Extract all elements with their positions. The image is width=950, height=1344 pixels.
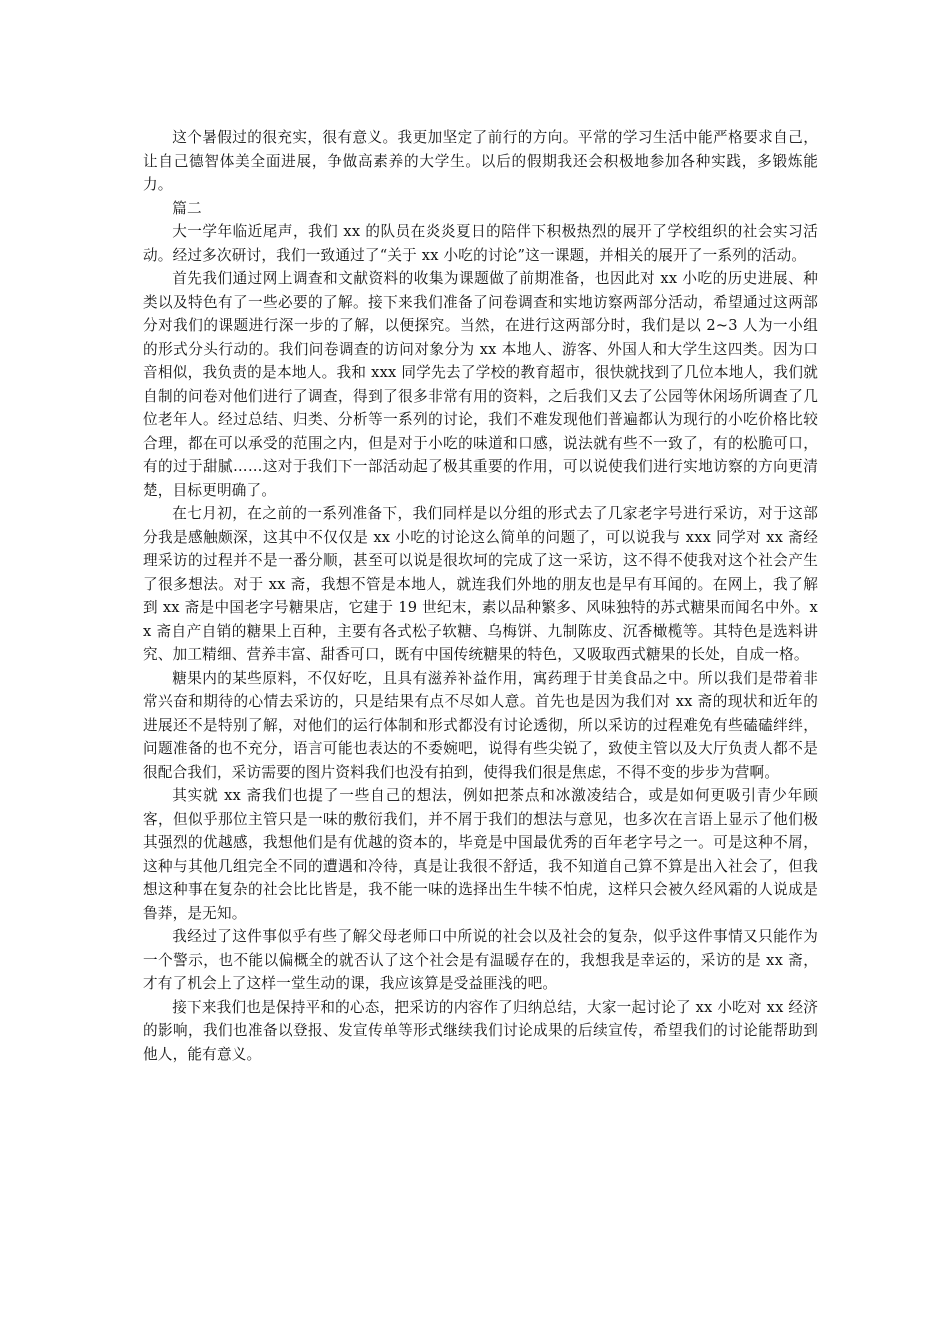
paragraph-6: 其实就 xx 斋我们也提了一些自己的想法，例如把茶点和冰激凌结合，或是如何更吸引青少年顾客，但似乎那位主管只是一味的敷衍我们，并不屑于我们的想法与意见，也多次在言语上显示了他们极其强烈的优越感，我想他们是有优越的资本的，毕竟是中国最优秀的百年老字号之一。可是这种不屑，这种与其他几组完全不同的遭遇和冷待，真是让我很不舒适，我不知道自己算不算是出入社会了，但我想这种事在复杂的社会比比皆是，我不能一味的选择出生牛犊不怕虎，这样只会被久经风霜的人说成是鲁莽，是无知。 xyxy=(143,787,818,922)
paragraph-5: 糖果内的某些原料，不仅好吃，且具有滋养补益作用，寓药理于甘美食品之中。所以我们是带着非常兴奋和期待的心情去采访的，只是结果有点不尽如人意。首先也是因为我们对 xx 斋的现状和近年的进展还不是特别了解，对他们的运行体制和形式都没有讨论透彻，所以采访的过程难免有些磕磕绊绊，问题准备的也不充分，语言可能也表达的不委婉吧，说得有些尖锐了，致使主管以及大厅负责人都不是很配合我们，采访需要的图片资料我们也没有拍到，使得我们很是焦虑，不得不变的步步为营啊。 xyxy=(143,669,818,781)
paragraph-8: 接下来我们也是保持平和的心态，把采访的内容作了归纳总结，大家一起讨论了 xx 小吃对 xx 经济的影响，我们也准备以登报、发宣传单等形式继续我们讨论成果的后续宣传，希望我们的讨论能帮助到他人，能有意义。 xyxy=(143,998,818,1063)
paragraph-7: 我经过了这件事似乎有些了解父母老师口中所说的社会以及社会的复杂，似乎这件事情又只能作为一个警示，也不能以偏概全的就否认了这个社会是有温暖存在的，我想我是幸运的，采访的是 xx 斋，才有了机会上了这样一堂生动的课，我应该算是受益匪浅的吧。 xyxy=(143,928,818,992)
paragraph-2: 大一学年临近尾声，我们 xx 的队员在炎炎夏日的陪伴下积极热烈的展开了学校组织的社会实习活动。经过多次研讨，我们一致通过了“关于 xx 小吃的讨论”这一课题，并相关的展开了一系列的活动。 xyxy=(143,223,818,264)
paragraph-1: 这个暑假过的很充实，很有意义。我更加坚定了前行的方向。平常的学习生活中能严格要求自己，让自己德智体美全面进展，争做高素养的大学生。以后的假期我还会积极地参加各种实践，多锻炼能力。 xyxy=(143,129,818,193)
document-body xyxy=(143,126,818,1066)
paragraph-3: 首先我们通过网上调查和文献资料的收集为课题做了前期准备，也因此对 xx 小吃的历史进展、种类以及特色有了一些必要的了解。接下来我们准备了问卷调查和实地访察两部分活动，希望通过这两部分对我们的课题进行深一步的了解，以便探究。当然，在进行这两部分时，我们是以 2~3 人为一小组的形式分头行动的。我们问卷调查的访问对象分为 xx 本地人、游客、外国人和大学生这四类。因为口音相似，我负责的是本地人。我和 xxx 同学先去了学校的教育超市，很快就找到了几位本地人，我们就自制的问卷对他们进行了调查，得到了很多非常有用的资料，之后我们又去了公园等休闲场所调查了几位老年人。经过总结、归类、分析等一系列的讨论，我们不难发现他们普遍都认为现行的小吃价格比较合理，都在可以承受的范围之内，但是对于小吃的味道和口感，说法就有些不一致了，有的松脆可口，有的过于甜腻……这对于我们下一部活动起了极其重要的作用，可以说使我们进行实地访察的方向更清楚，目标更明确了。 xyxy=(143,270,818,499)
paragraph-4: 在七月初，在之前的一系列准备下，我们同样是以分组的形式去了几家老字号进行采访，对于这部分我是感触颇深，这其中不仅仅是 xx 小吃的讨论这么简单的问题了，可以说我与 xxx 同学对 xx 斋经理采访的过程并不是一番分顺，甚至可以说是很坎坷的完成了这一采访，这不得不使我对这个社会产生了很多想法。对于 xx 斋，我想不管是本地人，就连我们外地的朋友也是早有耳闻的。在网上，我了解到 xx 斋是中国老字号糖果店，它建于 19 世纪末，素以品种繁多、风味独特的苏式糖果而闻名中外。xx 斋自产自销的糖果上百种，主要有各式松子软糖、乌梅饼、九制陈皮、沉香橄榄等。其特色是选料讲究、加工精细、营养丰富、甜香可口，既有中国传统糖果的特色，又吸取西式糖果的长处，自成一格。 xyxy=(143,505,818,663)
section-heading: 篇二 xyxy=(172,199,202,217)
